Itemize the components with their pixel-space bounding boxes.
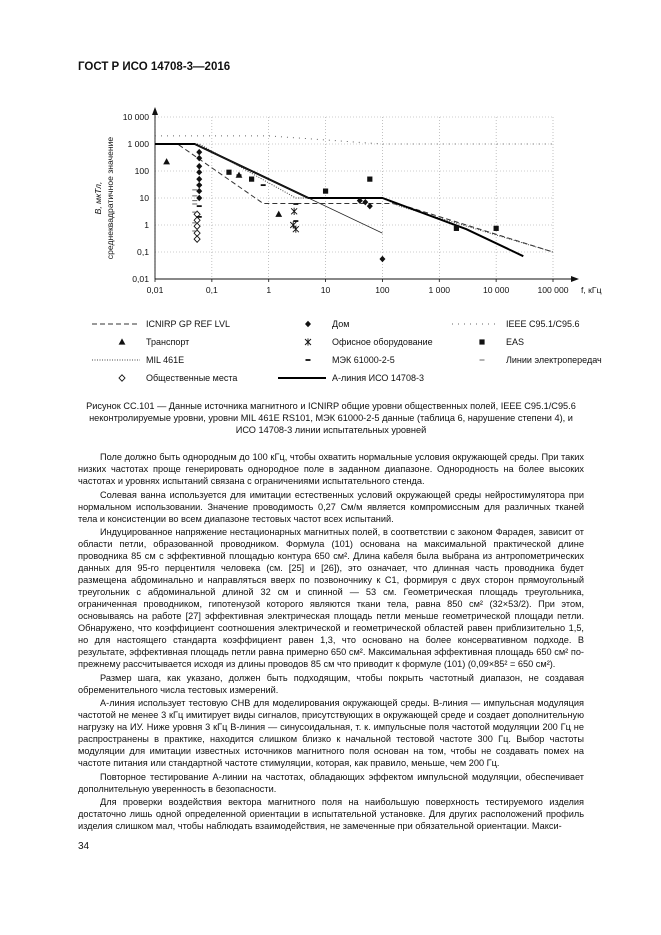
legend-symbol	[86, 354, 146, 366]
x-tick-label: 1 000	[428, 285, 451, 295]
data-point	[196, 188, 202, 194]
paragraph: Повторное тестирование А-линии на частотах, обладающих эффектом импульсной модуляции, обеспечивает дополнительную уверенность в безопасности.	[78, 771, 584, 794]
legend-label: Транспорт	[146, 337, 190, 347]
data-point	[194, 223, 200, 229]
legend-label: ICNIRP GP REF LVL	[146, 319, 231, 329]
x-axis-label: f, кГц	[581, 285, 602, 295]
series-4	[195, 144, 383, 233]
y-tick-label: 10	[139, 193, 149, 203]
legend-symbol	[446, 336, 506, 348]
data-point	[226, 170, 231, 175]
body-text	[78, 451, 584, 832]
data-point	[293, 226, 299, 233]
paragraph: Для проверки воздействия вектора магнитного поля на наибольшую поверхность тестируемого изделия достаточно лишь одной определенной ориентации в испытательной установке. Для других расположений профиль изделия слишком мал, чтобы наблюдать взаимодействия, не замеченные при обязательной ориентации. Макси-	[78, 797, 584, 831]
series-5	[163, 158, 282, 217]
legend-marker-swatch	[305, 321, 311, 327]
legend-entry	[86, 318, 230, 330]
legend-label: MIL 461E	[146, 355, 185, 365]
legend-label: А-линия ИСО 14708-3	[332, 373, 424, 383]
legend-symbol	[272, 336, 332, 348]
legend-symbol	[272, 354, 332, 366]
data-point	[192, 222, 197, 223]
data-point	[192, 203, 197, 204]
series-line	[195, 144, 383, 233]
legend-marker-swatch	[305, 338, 311, 345]
legend-label: Офисное оборудование	[332, 337, 433, 347]
legend-entry	[86, 354, 184, 366]
legend-entry	[446, 318, 580, 330]
legend-marker-swatch	[306, 359, 311, 361]
legend-symbol	[86, 336, 146, 348]
legend-marker-swatch	[480, 360, 485, 361]
x-tick-label: 0,01	[146, 285, 164, 295]
data-point	[367, 177, 372, 182]
paragraph: Индуцированное напряжение нестационарных магнитных полей, в соответствии с законом Фарадея, зависит от области петли, образованной проводником. Формула (101) основана на максимальной практической длине проводника 85 см с эффективной площадью контура 650 см². Длина кабеля была выбрана из антропометрических данных для 95-го перцентиля человека (см. [25] и [26]), это означает, что длинная часть проводника будет размещена абдоминально и направляться вверх по позвоночнику к C1, формируя с двух сторон прямоугольный треугольник с абдоминальной длиной 32 см и спинной — 53 см. Геометрическая площадь треугольника, ограниченная проводником, гипотенузой которого являются ткани тела, равна 850 см² (32×53/2). При этом, основываясь на работе [27] эффективная электрическая площадь петли меньше геометрической площади петли. Обнаружено, что коэффициент соотношения электрической и геометрической областей равен приблизительно 1,5, но для настоящего стандарта коэффициент равен 1,3, что основано на более консервативном подходе. В результате, эффективная площадь петли равна примерно 650 см². Максимальная эффективная площадь 650 см² по-прежнему рассчитывается исходя из длины проводов 85 см что приводит к формуле (101) (0,09×85² = 650 см²).	[78, 527, 584, 669]
document-header: ГОСТ Р ИСО 14708-3—2016	[78, 61, 231, 73]
data-point	[494, 226, 499, 231]
legend-symbol	[272, 318, 332, 330]
legend-entry	[446, 354, 602, 366]
data-point	[192, 212, 197, 213]
data-point	[290, 221, 296, 228]
legend-entry	[446, 336, 524, 348]
data-point	[163, 158, 170, 164]
legend-label: IEEE C95.1/C95.6	[506, 319, 580, 329]
series-3	[155, 144, 523, 256]
data-point	[291, 208, 297, 215]
data-point	[192, 195, 197, 196]
data-point	[323, 189, 328, 194]
series-line	[155, 136, 553, 144]
data-point	[197, 205, 202, 207]
data-point	[197, 216, 202, 218]
legend-entry	[272, 354, 395, 366]
data-point	[249, 177, 254, 182]
data-point	[275, 211, 282, 217]
x-tick-label: 10	[320, 285, 331, 295]
data-point	[196, 163, 202, 169]
series-8	[194, 211, 200, 242]
figure-chart	[0, 0, 661, 320]
y-tick-label: 1 000	[127, 139, 149, 149]
data-point	[454, 226, 459, 231]
x-tick-label: 1	[266, 285, 272, 295]
x-axis-arrow	[571, 276, 579, 282]
paragraph: Поле должно быть однородным до 100 кГц, чтобы охватить нормальные условия окружающей среды. При таких низких частотах проще генерировать однородное поле в заданном диапазоне. Однородность на более высоких частотах и уровнях испытаний связана с ограничениями испытательного стенда.	[78, 452, 584, 486]
x-tick-label: 100	[375, 285, 390, 295]
legend-label: МЭК 61000-2-5	[332, 355, 395, 365]
x-tick-label: 100 000	[537, 285, 569, 295]
legend-symbol	[446, 318, 506, 330]
legend-marker-swatch	[119, 338, 126, 344]
legend-marker-swatch	[479, 339, 484, 344]
paragraph: Солевая ванна используется для имитации естественных условий окружающей среды нейростимулятора при нормальном использовании. Значение проводимость 0,27 См/м является компромиссным для различных тканей тела и консистенции во всем диапазоне тестовых частот всех испытаний.	[78, 489, 584, 524]
data-point	[362, 199, 368, 205]
data-point	[196, 149, 202, 155]
figure-caption: Рисунок CC.101 — Данные источника магнитного и ICNIRP общие уровни общественных полей, IEEE C95.1/C95.6 неконтролируемые уровни, уровни MIL 461E RS101, МЭК 61000-2-5 данные (таблица 6, нарушение степени 4), и ИСО 14708-3 линии испытательных уровней	[86, 401, 576, 436]
legend-symbol	[272, 372, 332, 384]
legend-entry	[272, 336, 433, 348]
data-point	[196, 176, 202, 182]
legend-label: Линии электропередач	[506, 355, 602, 365]
page-number: 34	[78, 841, 90, 852]
legend-entry	[86, 336, 189, 348]
data-point	[236, 174, 241, 176]
x-tick-label: 10 000	[482, 285, 510, 295]
data-point	[192, 200, 197, 201]
data-point	[194, 236, 200, 242]
data-point	[261, 184, 266, 186]
y-axis-arrow	[152, 107, 158, 115]
paragraph: А-линия использует тестовую СНВ для моделирования окружающей среды. В-линия — импульсная модуляция частотой не менее 3 кГц имитирует виды сигналов, присутствующих в окружающей среде и создает дополнительную нагрузку на ИУ. Ниже уровня 3 кГц В-линия — синусоидальная, т. к. импульсные поля частотой модуляции 200 Гц не распространены в практике, находится слишком близко к начальной тестовой частоте 300 Гц. Выбор частоты модуляции для имитации известных источников магнитного поля основан на том, чтобы не создавать помех на частоте питания или стандартной частоте стимуляции, которая, как правило, меньше, чем 200 Гц.	[78, 698, 584, 768]
y-axis-label-line2: среднеквадратичное значение	[105, 136, 115, 260]
legend-label: Общественные места	[146, 373, 238, 383]
y-axis-label-line1: B, мкТл,	[93, 181, 103, 215]
data-point	[293, 203, 298, 205]
legend-entry	[272, 318, 349, 330]
data-point	[192, 189, 197, 190]
y-tick-label: 0,1	[137, 247, 149, 257]
y-tick-label: 1	[144, 220, 149, 230]
data-point	[192, 230, 197, 231]
data-point	[293, 220, 298, 222]
y-tick-label: 10 000	[122, 112, 149, 122]
legend-entry	[272, 372, 424, 384]
series-6	[196, 149, 385, 262]
legend-label: Дом	[332, 319, 350, 329]
legend-symbol	[86, 318, 146, 330]
legend-entry	[86, 372, 237, 384]
legend-label: EAS	[506, 337, 525, 347]
x-tick-label: 0,1	[205, 285, 218, 295]
series-2	[155, 136, 553, 144]
data-point	[196, 169, 202, 175]
y-tick-label: 100	[134, 166, 149, 176]
legend-marker-swatch	[119, 375, 125, 381]
paragraph: Размер шага, как указано, должен быть подходящим, чтобы покрыть частотный диапазон, не создавая обременительного числа тестовых измерений.	[78, 672, 584, 695]
y-tick-label: 0,01	[132, 274, 149, 284]
data-point	[197, 184, 202, 186]
data-point	[379, 256, 385, 262]
legend-symbol	[86, 372, 146, 384]
legend-symbol	[446, 354, 506, 366]
series-line	[155, 144, 523, 256]
